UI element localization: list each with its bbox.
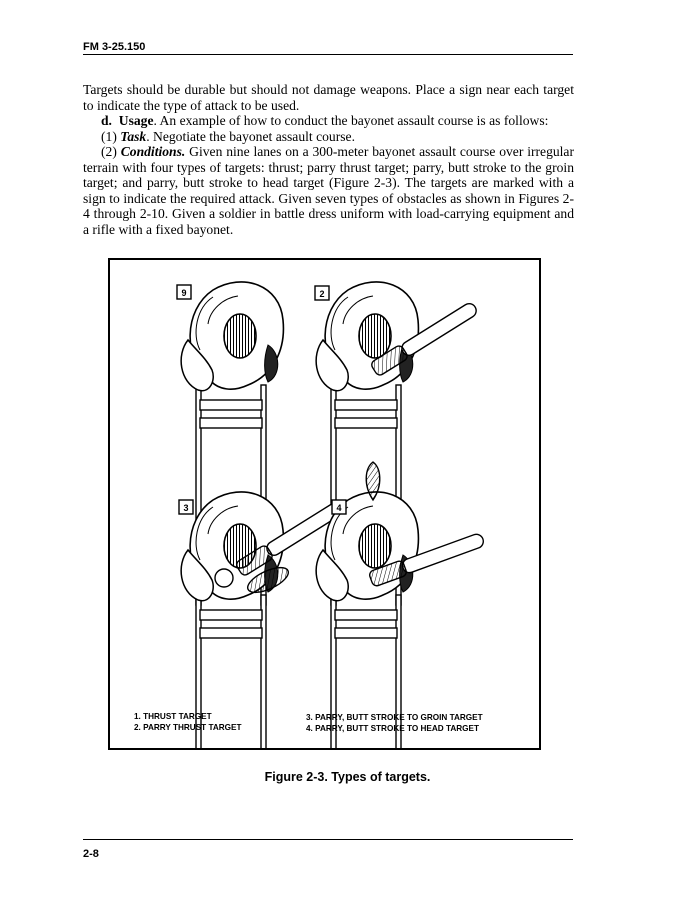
conditions-number: (2) — [101, 144, 117, 159]
paragraph-task — [83, 129, 574, 145]
page-number: 2-8 — [83, 848, 99, 860]
task-title: Task — [120, 128, 147, 144]
paragraph-usage — [83, 113, 574, 129]
document-id: FM 3-25.150 — [83, 41, 146, 53]
conditions-title: Conditions. — [120, 144, 186, 159]
body-text — [83, 82, 574, 237]
usage-text: . An example of how to conduct the bayonet assault course is as follows: — [153, 113, 549, 128]
panel-number-box-4 — [332, 500, 346, 514]
panel-number-3: 3 — [183, 503, 189, 513]
legend-item-1: 1. THRUST TARGET — [134, 712, 212, 721]
usage-title: Usage — [118, 113, 154, 128]
panel-number-box-2 — [315, 286, 329, 300]
task-number: (1) — [101, 128, 117, 144]
target-panel-3 — [181, 492, 344, 748]
panel-number-9: 9 — [181, 288, 187, 298]
legend-right — [306, 713, 483, 734]
legend-item-2: 2. PARRY THRUST TARGET — [134, 722, 242, 732]
legend-item-3: 3. PARRY, BUTT STROKE TO GROIN TARGET — [306, 713, 483, 722]
legend-left — [134, 712, 242, 733]
panel-number-box-3 — [179, 500, 193, 514]
panel-number-4: 4 — [336, 503, 342, 513]
figure-types-of-targets — [108, 258, 541, 750]
usage-label: d. — [101, 113, 112, 128]
targets-illustration — [110, 260, 539, 748]
task-text: . Negotiate the bayonet assault course. — [146, 128, 355, 144]
paragraph-targets: Targets should be durable but should not damage weapons. Place a sign near each target to indicate the type of attack to be used. — [83, 82, 574, 113]
conditions-text: Given nine lanes on a 300-meter bayonet assault course over irregular terrain with four types of targets: thrust; parry thrust target; parry, butt stroke to the groin target; and parry, butt stroke to head target (Figure 2-3). The targets are marked with a sign to indicate the required attack. Given seven types of obstacles as shown in Figures 2-4 through 2-10. Given a soldier in battle dress uniform with load-carrying equipment and a rifle with a fixed bayonet. — [83, 144, 574, 237]
panel-number-box-9 — [177, 285, 191, 299]
paragraph-conditions — [83, 144, 574, 237]
page-header — [83, 41, 573, 55]
page-footer — [83, 839, 573, 860]
figure-caption: Figure 2-3. Types of targets. — [264, 770, 431, 784]
legend-item-4: 4. PARRY, BUTT STROKE TO HEAD TARGET — [306, 723, 480, 733]
panel-number-2: 2 — [319, 289, 325, 299]
